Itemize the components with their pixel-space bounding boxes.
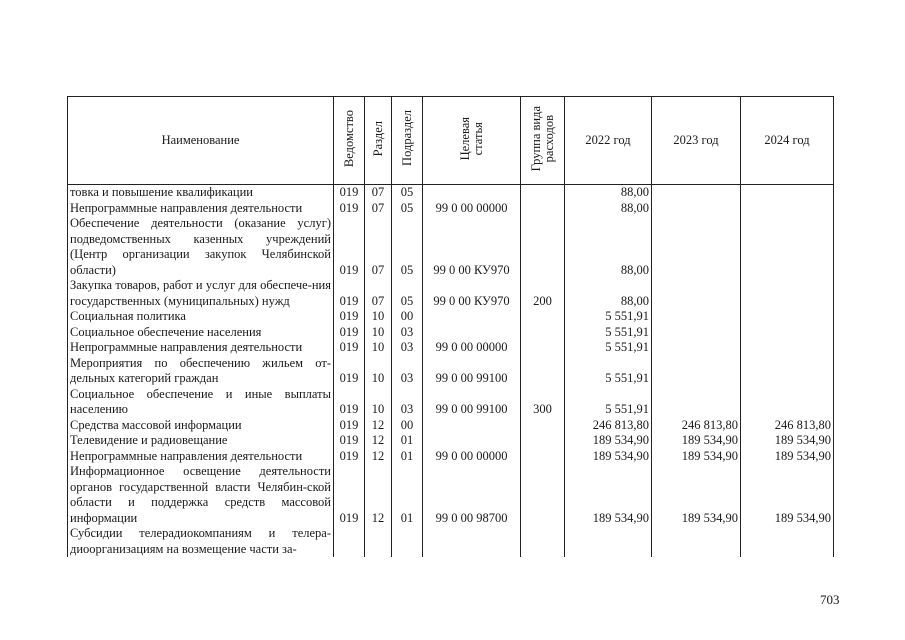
row-value-2023 — [652, 278, 741, 309]
row-value-2023 — [652, 387, 741, 418]
row-expense-group — [521, 449, 565, 465]
row-expense-group — [521, 526, 565, 557]
row-value-2022: 189 534,90 — [565, 464, 652, 526]
row-target-article: 99 0 00 98700 — [423, 464, 521, 526]
row-value-2024 — [741, 387, 834, 418]
row-name: Непрограммные направления деятельности — [68, 340, 334, 356]
row-value-2022: 189 534,90 — [565, 449, 652, 465]
row-target-article: 99 0 00 00000 — [423, 340, 521, 356]
row-value-2023: 189 534,90 — [652, 433, 741, 449]
row-department: 019 — [334, 309, 365, 325]
row-name: Информационное освещение деятельности органов государственной власти Челябин-ской области и поддержка средств массовой информации — [68, 464, 334, 526]
table-row — [68, 340, 834, 356]
row-value-2022: 88,00 — [565, 201, 652, 217]
row-value-2023 — [652, 340, 741, 356]
row-target-article — [423, 185, 521, 201]
row-subsection: 03 — [392, 387, 423, 418]
header-year-2024: 2024 год — [741, 97, 834, 185]
row-value-2024 — [741, 201, 834, 217]
table-row — [68, 387, 834, 418]
row-target-article — [423, 309, 521, 325]
row-department: 019 — [334, 449, 365, 465]
row-department: 019 — [334, 201, 365, 217]
row-subsection: 01 — [392, 449, 423, 465]
row-expense-group — [521, 464, 565, 526]
row-section: 10 — [365, 309, 392, 325]
header-target-article: Целевая статья — [423, 97, 521, 185]
row-subsection: 01 — [392, 464, 423, 526]
row-name: Субсидии телерадиокомпаниям и телера-диоорганизациям на возмещение части за- — [68, 526, 334, 557]
row-department: 019 — [334, 278, 365, 309]
row-target-article: 99 0 00 99100 — [423, 356, 521, 387]
row-value-2024: 189 534,90 — [741, 433, 834, 449]
row-department: 019 — [334, 185, 365, 201]
row-section: 10 — [365, 325, 392, 341]
row-department: 019 — [334, 387, 365, 418]
header-expense-group: Группа вида расходов — [521, 97, 565, 185]
row-section: 12 — [365, 464, 392, 526]
row-expense-group — [521, 418, 565, 434]
header-department: Ведомство — [334, 97, 365, 185]
row-target-article — [423, 526, 521, 557]
row-name: Обеспечение деятельности (оказание услуг) подведомственных казенных учреждений (Центр организации закупок Челябинской области) — [68, 216, 334, 278]
row-target-article: 99 0 00 КУ970 — [423, 216, 521, 278]
table-row — [68, 356, 834, 387]
header-year-2022: 2022 год — [565, 97, 652, 185]
row-subsection: 03 — [392, 356, 423, 387]
row-section: 10 — [365, 340, 392, 356]
row-value-2023 — [652, 526, 741, 557]
row-value-2024: 189 534,90 — [741, 449, 834, 465]
row-expense-group — [521, 325, 565, 341]
table-header-row — [68, 97, 834, 185]
row-name: Телевидение и радиовещание — [68, 433, 334, 449]
row-value-2024 — [741, 526, 834, 557]
row-value-2023 — [652, 185, 741, 201]
row-target-article: 99 0 00 00000 — [423, 449, 521, 465]
row-subsection: 05 — [392, 278, 423, 309]
header-section: Раздел — [365, 97, 392, 185]
row-value-2022: 5 551,91 — [565, 340, 652, 356]
table-row — [68, 201, 834, 217]
page-number: 703 — [820, 592, 840, 607]
row-expense-group — [521, 185, 565, 201]
row-value-2023: 189 534,90 — [652, 464, 741, 526]
row-value-2022: 5 551,91 — [565, 309, 652, 325]
row-value-2023 — [652, 325, 741, 341]
row-name: Социальная политика — [68, 309, 334, 325]
row-expense-group — [521, 201, 565, 217]
row-department — [334, 526, 365, 557]
row-name: Мероприятия по обеспечению жильем от-дельных категорий граждан — [68, 356, 334, 387]
row-value-2022: 5 551,91 — [565, 325, 652, 341]
row-target-article: 99 0 00 КУ970 — [423, 278, 521, 309]
row-subsection: 05 — [392, 185, 423, 201]
row-target-article — [423, 418, 521, 434]
row-section: 10 — [365, 387, 392, 418]
row-section: 12 — [365, 433, 392, 449]
row-section — [365, 526, 392, 557]
row-value-2022: 5 551,91 — [565, 356, 652, 387]
row-department: 019 — [334, 216, 365, 278]
row-subsection: 05 — [392, 216, 423, 278]
table-row — [68, 185, 834, 201]
row-section: 12 — [365, 418, 392, 434]
row-value-2024: 189 534,90 — [741, 464, 834, 526]
row-value-2024: 246 813,80 — [741, 418, 834, 434]
row-target-article — [423, 325, 521, 341]
row-subsection: 00 — [392, 309, 423, 325]
row-value-2022: 88,00 — [565, 185, 652, 201]
row-target-article — [423, 433, 521, 449]
row-value-2022: 246 813,80 — [565, 418, 652, 434]
row-value-2023 — [652, 201, 741, 217]
row-value-2024 — [741, 356, 834, 387]
row-value-2022: 5 551,91 — [565, 387, 652, 418]
row-value-2024 — [741, 309, 834, 325]
table-row — [68, 433, 834, 449]
row-value-2024 — [741, 185, 834, 201]
row-expense-group — [521, 309, 565, 325]
row-name: товка и повышение квалификации — [68, 185, 334, 201]
table-row — [68, 418, 834, 434]
row-expense-group: 300 — [521, 387, 565, 418]
table-row — [68, 464, 834, 526]
row-expense-group — [521, 216, 565, 278]
table-row — [68, 526, 834, 557]
row-department: 019 — [334, 433, 365, 449]
row-name: Социальное обеспечение населения — [68, 325, 334, 341]
row-target-article: 99 0 00 00000 — [423, 201, 521, 217]
row-value-2023: 189 534,90 — [652, 449, 741, 465]
table-row — [68, 216, 834, 278]
row-name: Социальное обеспечение и иные выплаты населению — [68, 387, 334, 418]
row-subsection: 00 — [392, 418, 423, 434]
row-department: 019 — [334, 464, 365, 526]
row-value-2024 — [741, 340, 834, 356]
row-value-2022: 88,00 — [565, 216, 652, 278]
row-section: 07 — [365, 201, 392, 217]
row-section: 07 — [365, 216, 392, 278]
row-section: 07 — [365, 278, 392, 309]
header-subsection: Подраздел — [392, 97, 423, 185]
header-name: Наименование — [68, 97, 334, 185]
table-row — [68, 278, 834, 309]
row-department: 019 — [334, 418, 365, 434]
row-subsection: 03 — [392, 340, 423, 356]
header-year-2023: 2023 год — [652, 97, 741, 185]
row-value-2023 — [652, 216, 741, 278]
table-body — [68, 185, 834, 558]
row-subsection: 03 — [392, 325, 423, 341]
row-section: 10 — [365, 356, 392, 387]
row-expense-group: 200 — [521, 278, 565, 309]
table-row — [68, 325, 834, 341]
row-subsection: 05 — [392, 201, 423, 217]
row-value-2022: 189 534,90 — [565, 433, 652, 449]
budget-table — [67, 96, 834, 557]
row-name: Непрограммные направления деятельности — [68, 201, 334, 217]
row-expense-group — [521, 356, 565, 387]
row-expense-group — [521, 340, 565, 356]
row-subsection — [392, 526, 423, 557]
table-row — [68, 449, 834, 465]
row-name: Средства массовой информации — [68, 418, 334, 434]
row-value-2024 — [741, 325, 834, 341]
row-section: 12 — [365, 449, 392, 465]
row-value-2024 — [741, 216, 834, 278]
row-value-2024 — [741, 278, 834, 309]
row-value-2023: 246 813,80 — [652, 418, 741, 434]
row-target-article: 99 0 00 99100 — [423, 387, 521, 418]
row-value-2022 — [565, 526, 652, 557]
row-value-2022: 88,00 — [565, 278, 652, 309]
row-expense-group — [521, 433, 565, 449]
row-department: 019 — [334, 356, 365, 387]
table-row — [68, 309, 834, 325]
row-department: 019 — [334, 325, 365, 341]
row-value-2023 — [652, 356, 741, 387]
row-value-2023 — [652, 309, 741, 325]
row-section: 07 — [365, 185, 392, 201]
row-department: 019 — [334, 340, 365, 356]
row-subsection: 01 — [392, 433, 423, 449]
row-name: Непрограммные направления деятельности — [68, 449, 334, 465]
row-name: Закупка товаров, работ и услуг для обеспече-ния государственных (муниципальных) нужд — [68, 278, 334, 309]
